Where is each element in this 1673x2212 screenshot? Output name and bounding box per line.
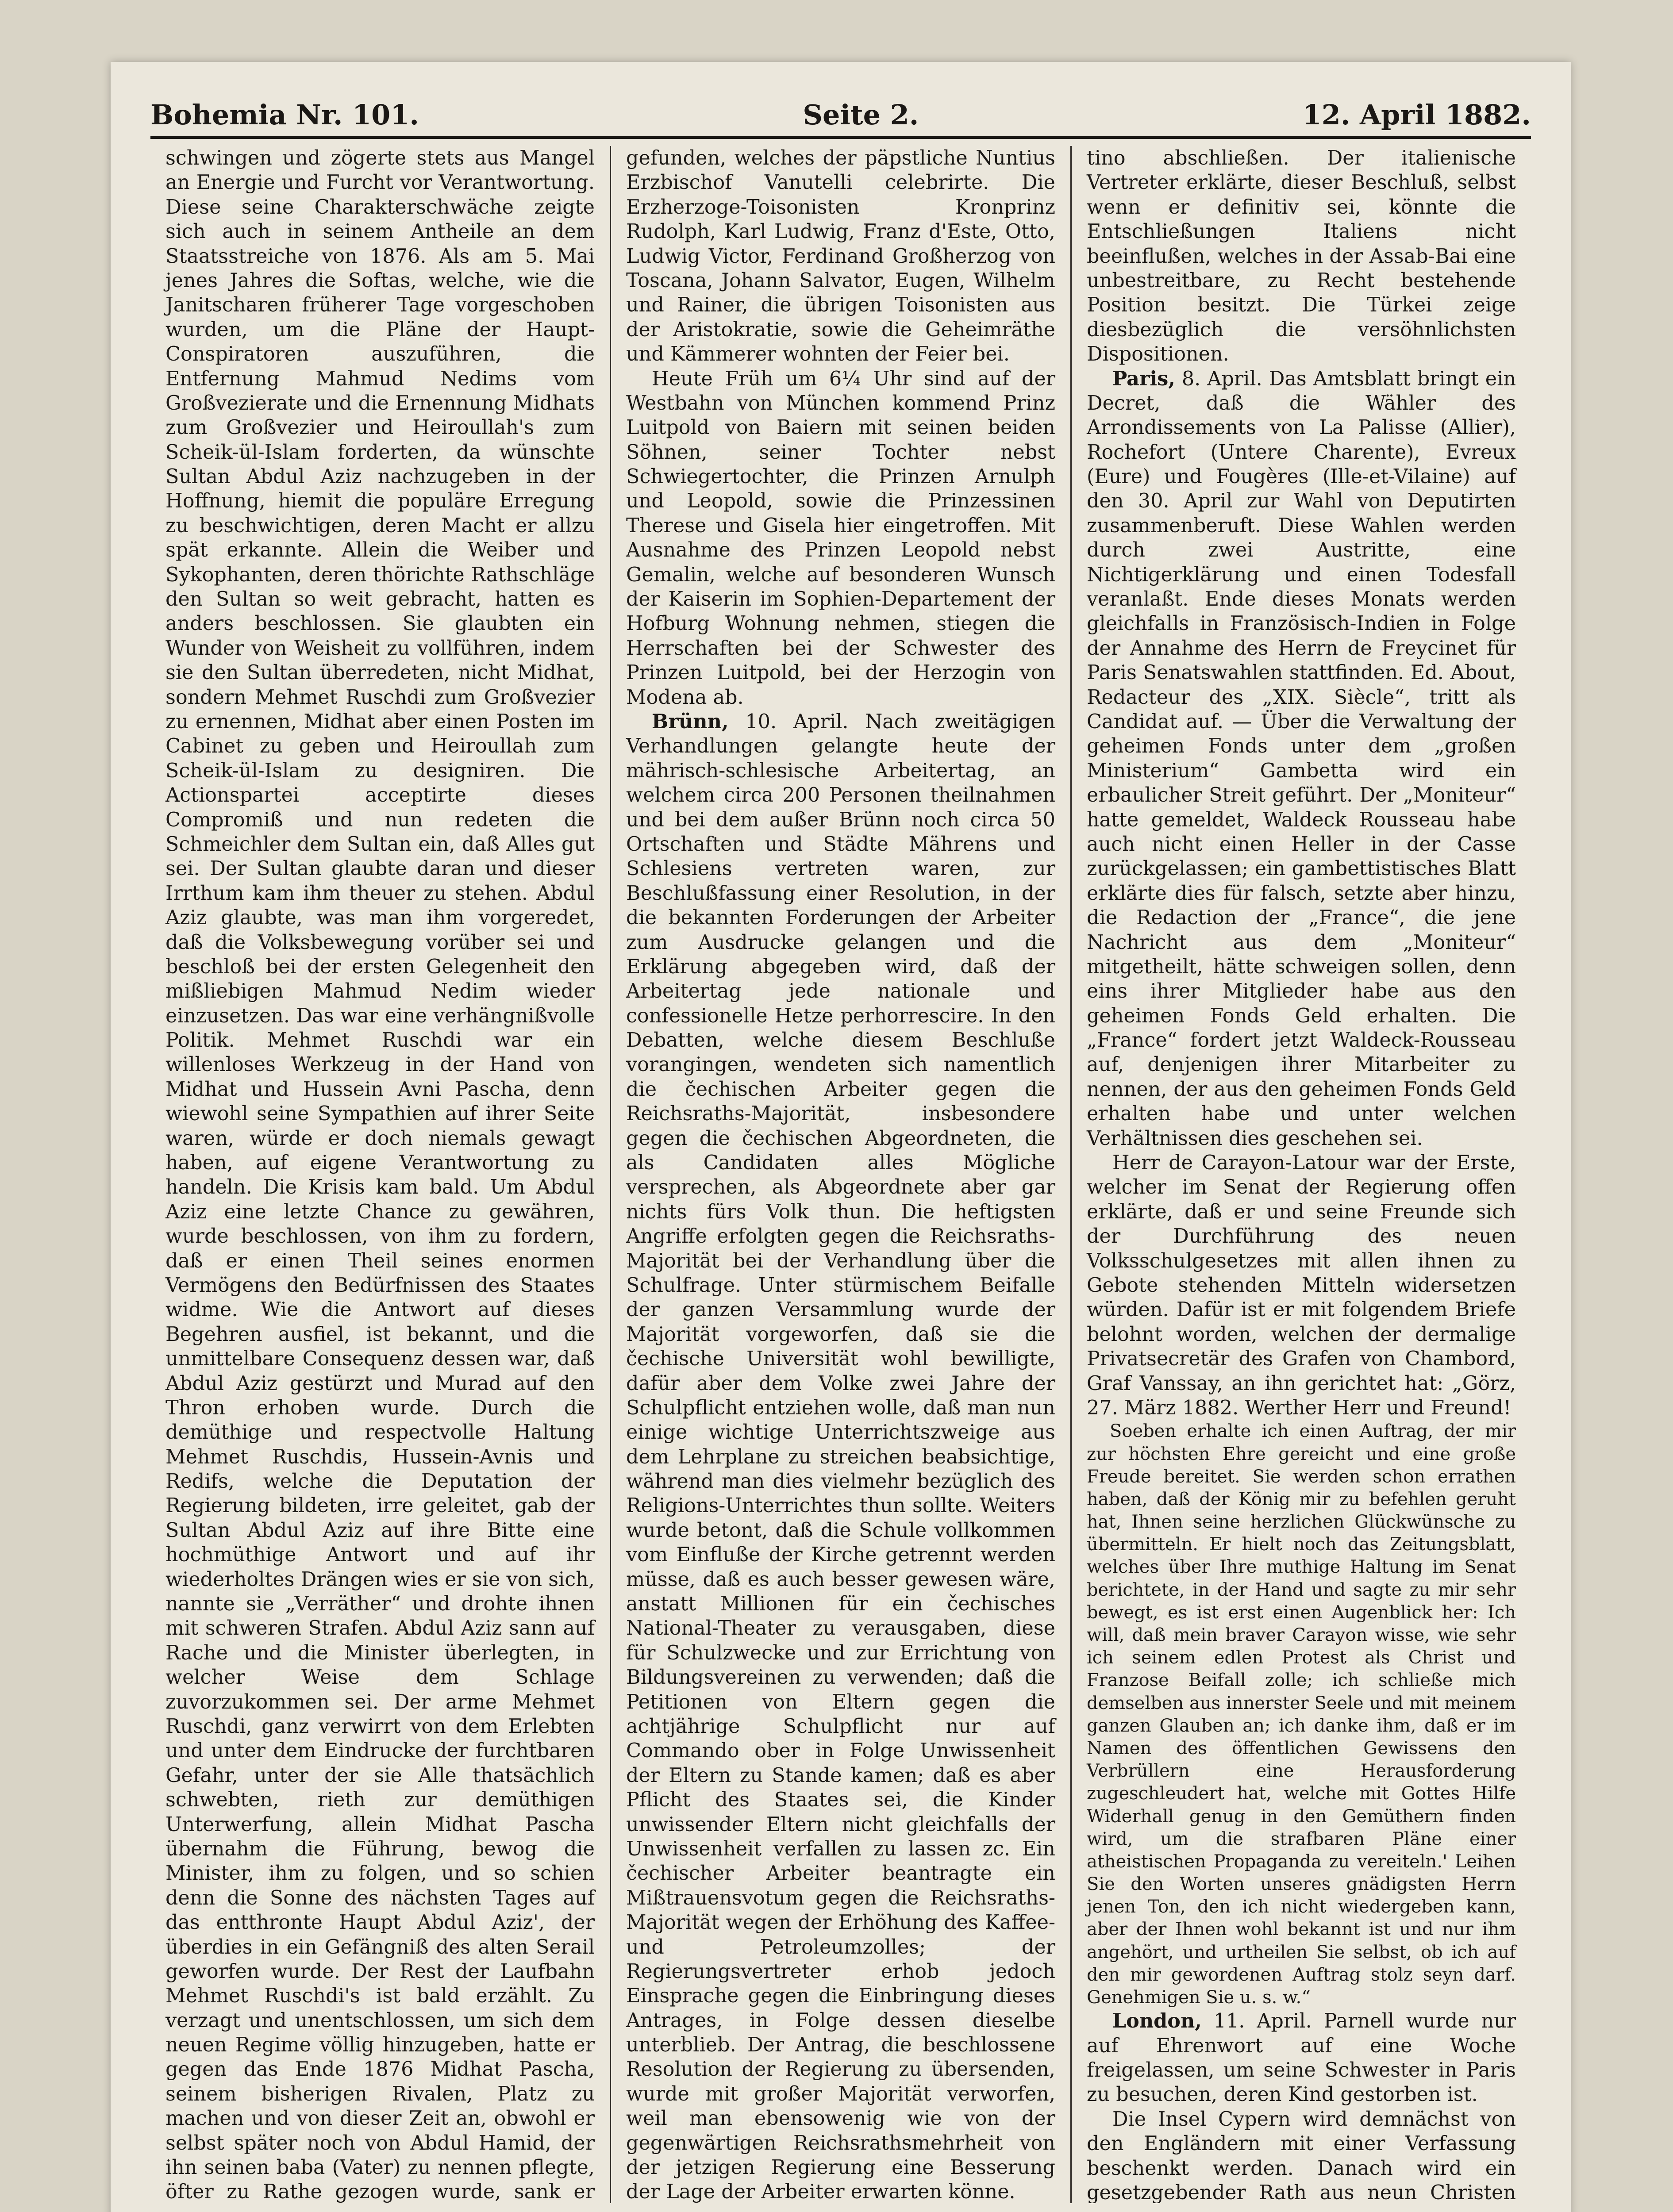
column-2 (610, 146, 1070, 2203)
article-paragraph: Heute Früh um 6¼ Uhr sind auf der Westbahn von München kommend Prinz Luitpold von Baiern mit seinen beiden Söhnen, seiner Tochter nebst Schwiegertochter, die Prinzen Arnulph und Leopold, sowie die Prinzessinen Therese und Gisela hier eingetroffen. Mit Ausnahme des Prinzen Leopold nebst Gemalin, welche auf besonderen Wunsch der Kaiserin im Sophien-Departement der Hofburg Wohnung nehmen, stiegen die Herrschaften bei der Schwester des Prinzen Luitpold, bei der Herzogin von Modena ab. (626, 367, 1055, 709)
article-paragraph: tino abschließen. Der italienische Vertreter erklärte, dieser Beschluß, selbst wenn er definitiv sei, könnte die Entschließungen Italiens nicht beeinflußen, welches in der Assab-Bai eine unbestreitbare, zu Recht bestehende Position besitzt. Die Türkei zeige diesbezüglich die versöhnlichsten Dispositionen. (1087, 147, 1516, 366)
article-paragraph: Herr de Carayon-Latour war der Erste, welcher im Senat der Regierung offen erklärte, daß er und seine Freunde sich der Durchführung des neuen Volksschulgesetzes mit allen ihnen zu Gebote stehenden Mitteln widersetzen würden. Dafür ist er mit folgendem Briefe belohnt worden, welchen der dermalige Privatsecretär des Grafen von Chambord, Graf Vanssay, an ihn gerichtet hat: „Görz, 27. März 1882. Werther Herr und Freund! (1087, 1152, 1516, 1419)
article-paragraph: Die Insel Cypern wird demnächst von den Engländern mit einer Verfassung beschenkt werden. Danach wird ein gesetzgebender Rath aus neun Christen (1087, 2108, 1516, 2203)
text-columns (150, 146, 1531, 2203)
news-item-bruenn (626, 710, 1055, 2203)
issue-label: Bohemia Nr. 101. (150, 99, 419, 131)
dateline-place: London, (1112, 2009, 1202, 2033)
news-item-paris (1087, 367, 1516, 1151)
newspaper-page (111, 62, 1571, 2212)
dateline-place: Paris, (1112, 367, 1175, 390)
news-text: 10. April. Nach zweitägigen Verhandlungen gelangte heute der mährisch-schlesische Arbeitertag, an welchem circa 200 Personen theilnahmen und bei dem außer Brünn noch circa 50 Ortschaften und Städte Mährens und Schlesiens vertreten waren, zur Beschlußfassung einer Resolution, in der die bekannten Forderungen der Arbeiter zum Ausdrucke gelangen und die Erklärung abgegeben wird, daß der Arbeitertag jede nationale und confessionelle Hetze perhorrescire. In den Debatten, welche diesem Beschluße vorangingen, wendeten sich namentlich die čechischen Arbeiter gegen die Reichsraths-Majorität, insbesondere gegen die čechischen Abgeordneten, die als Candidaten alles Mögliche versprechen, als Abgeordnete aber gar nichts fürs Volk thun. Die heftigsten Angriffe erfolgten gegen die Reichsraths-Majorität bei der Verhandlung über die Schulfrage. Unter stürmischem Beifalle der ganzen Versammlung wurde der Majorität vorgeworfen, daß sie die čechische Universität wohl bewilligte, dafür aber dem Volke zwei Jahre der Schulpflicht entziehen wolle, daß man nun einige wichtige Unterrichtszweige aus dem Lehrplane zu streichen beabsichtige, während man dies vielmehr bezüglich des Religions-Unterrichtes thun sollte. Weiters wurde betont, daß die Schule vollkommen vom Einfluße der Kirche getrennt werden müsse, daß es auch besser gewesen wäre, anstatt Millionen für ein čechisches National-Theater zu verausgaben, diese für Schulzwecke und zur Errichtung von Bildungsvereinen zu verwenden; daß die Petitionen von Eltern gegen die achtjährige Schulpflicht nur auf Commando ober in Folge Unwissenheit der Eltern zu Stande kamen; daß es aber Pflicht des Staates sei, die Kinder unwissender Eltern nicht gleichfalls der Unwissenheit verfallen zu lassen zc. Ein čechischer Arbeiter beantragte ein Mißtrauensvotum gegen die Reichsraths-Majorität wegen der Erhöhung des Kaffee- und Petroleumzolles; der Regierungsvertreter erhob jedoch Einsprache gegen die Einbringung dieses Antrages, in Folge dessen dieselbe unterblieb. Der Antrag, die beschlossene Resolution der Regierung zu übersenden, wurde mit großer Majorität verworfen, weil man ebensowenig wie von der gegenwärtigen Reichsrathsmehrheit von der jetzigen Regierung eine Besserung der Lage der Arbeiter erwarten könne. (626, 710, 1055, 2203)
column-1 (150, 146, 610, 2203)
column-3 (1070, 146, 1531, 2203)
article-paragraph: gefunden, welches der päpstliche Nuntius Erzbischof Vanutelli celebrirte. Die Erzherzoge-Toisonisten Kronprinz Rudolph, Karl Ludwig, Franz d'Este, Otto, Ludwig Victor, Ferdinand Großherzog von Toscana, Johann Salvator, Eugen, Wilhelm und Rainer, die übrigen Toisonisten aus der Aristokratie, sowie die Geheimräthe und Kämmerer wohnten der Feier bei. (626, 147, 1055, 366)
news-item-london (1087, 2009, 1516, 2107)
masthead-rule (150, 136, 1531, 139)
article-paragraph: schwingen und zögerte stets aus Mangel an Energie und Furcht vor Verantwortung. Diese seine Charakterschwäche zeigte sich auch in seinem Antheile an dem Staatsstreiche von 1876. Als am 5. Mai jenes Jahres die Softas, welche, wie die Janitscharen früherer Tage vorgeschoben wurden, um die Pläne der Haupt-Conspiratoren auszuführen, die Entfernung Mahmud Nedims vom Großvezierate und die Ernennung Midhats zum Großvezier und Heiroullah's zum Scheik-ül-Islam forderten, da wünschte Sultan Abdul Aziz nachzugeben in der Hoffnung, hiemit die populäre Erregung zu beschwichtigen, deren Macht er allzu spät erkannte. Allein die Weiber und Sykophanten, deren thörichte Rathschläge den Sultan so weit gebracht, hatten es anders beschlossen. Sie glaubten ein Wunder von Weisheit zu vollführen, indem sie den Sultan überredeten, nicht Midhat, sondern Mehmet Ruschdi zum Großvezier zu ernennen, Midhat aber einen Posten im Cabinet zu geben und Heiroullah zum Scheik-ül-Islam zu designiren. Die Actionspartei acceptirte dieses Compromiß und nun redeten die Schmeichler dem Sultan ein, daß Alles gut sei. Der Sultan glaubte daran und dieser Irrthum kam ihm theuer zu stehen. Abdul Aziz glaubte, was man ihm vorgeredet, daß die Volksbewegung vorüber sei und beschloß bei der ersten Gelegenheit den mißliebigen Mahmud Nedim wieder einzusetzen. Das war eine verhängnißvolle Politik. Mehmet Ruschdi war ein willenloses Werkzeug in der Hand von Midhat und Hussein Avni Pascha, denn wiewohl seine Sympathien auf ihrer Seite waren, würde er doch niemals gewagt haben, auf eigene Verantwortung zu handeln. Die Krisis kam bald. Um Abdul Aziz eine letzte Chance zu gewähren, wurde beschlossen, von ihm zu fordern, daß er einen Theil seines enormen Vermögens den Bedürfnissen des Staates widme. Wie die Antwort auf dieses Begehren ausfiel, ist bekannt, und die unmittelbare Consequenz dessen war, daß Abdul Aziz gestürzt und Murad auf den Thron erhoben wurde. Durch die demüthige und respectvolle Haltung Mehmet Ruschdis, Hussein-Avnis und Redifs, welche die Deputation der Regierung bildeten, irre geleitet, gab der Sultan Abdul Aziz auf ihre Bitte eine hochmüthige Antwort und auf ihr wiederholtes Drängen wies er sie von sich, nannte sie „Verräther“ und drohte ihnen mit schweren Strafen. Abdul Aziz sann auf Rache und die Minister überlegten, in welcher Weise dem Schlage zuvorzukommen sei. Der arme Mehmet Ruschdi, ganz verwirrt von dem Erlebten und unter dem Eindrucke der furchtbaren Gefahr, unter der sie Alle thatsächlich schwebten, rieth zur demüthigen Unterwerfung, allein Midhat Pascha übernahm die Führung, bewog die Minister, ihm zu folgen, und so schien denn die Sonne des nächsten Tages auf das entthronte Haupt Abdul Aziz', der überdies in ein Gefängniß des alten Serail geworfen wurde. Der Rest der Laufbahn Mehmet Ruschdi's ist bald erzählt. Zu verzagt und unentschlossen, um sich dem neuen Regime völlig hinzugeben, hatte er gegen das Ende 1876 Midhat Pascha, seinem bisherigen Rivalen, Platz zu machen und von dieser Zeit an, obwohl er selbst später noch von Abdul Hamid, der ihn seinen baba (Vater) zu nennen pflegte, öfter zu Rathe gezogen wurde, sank er (165, 147, 595, 2203)
masthead (150, 87, 1531, 131)
page-number: Seite 2. (803, 99, 919, 131)
news-text: 8. April. Das Amtsblatt bringt ein Decret, daß die Wähler des Arrondissements von La Palisse (Allier), Rochefort (Untere Charente), Evreux (Eure) und Fougères (Ille-et-Vilaine) auf den 30. April zur Wahl von Deputirten zusammenberuft. Diese Wahlen werden durch zwei Austritte, eine Nichtigerklärung und einen Todesfall veranlaßt. Ende dieses Monats werden gleichfalls in Französisch-Indien in Folge der Annahme des Herrn de Freycinet für Paris Senatswahlen stattfinden. Ed. About, Redacteur des „XIX. Siècle“, tritt als Candidat auf. — Über die Verwaltung der geheimen Fonds unter dem „großen Ministerium“ Gambetta wird ein erbaulicher Streit geführt. Der „Moniteur“ hatte gemeldet, Waldeck Rousseau habe auch nicht einen Heller in der Casse zurückgelassen; ein gambettistisches Blatt erklärte dies für falsch, setzte aber hinzu, die Redaction der „France“, die jene Nachricht aus dem „Moniteur“ mitgetheilt, hätte schweigen sollen, denn eins ihrer Mitglieder habe aus den geheimen Fonds Geld erhalten. Die „France“ fordert jetzt Waldeck-Rousseau auf, denjenigen ihrer Mitarbeiter zu nennen, der aus den geheimen Fonds Geld erhalten habe und unter welchen Verhältnissen dies geschehen sei. (1087, 367, 1516, 1150)
quoted-letter: Soeben erhalte ich einen Auftrag, der mir zur höchsten Ehre gereicht und eine große Freude bereitet. Sie werden schon errathen haben, daß der König mir zu befehlen geruht hat, Ihnen seine herzlichen Glückwünsche zu übermitteln. Er hielt noch das Zeitungsblatt, welches über Ihre muthige Haltung im Senat berichtete, in der Hand und sagte zu mir sehr bewegt, es ist erst einen Augenblick her: Ich will, daß mein braver Carayon wisse, wie sehr ich seinem edlen Protest als Christ und Franzose Beifall zolle; ich schließe mich demselben aus innerster Seele und mit meinem ganzen Glauben an; ich danke ihm, daß er im Namen des öffentlichen Gewissens den Verbrüllern eine Herausforderung zugeschleudert hat, welche mit Gottes Hilfe Widerhall genug in den Gemüthern finden wird, um die strafbaren Pläne einer atheistischen Propaganda zu vereiteln.' Leihen Sie den Worten unseres gnädigsten Herrn jenen Ton, den ich nicht wiedergeben kann, aber der Ihnen wohl bekannt ist und nur ihm angehört, und urtheilen Sie selbst, ob ich auf den mir gewordenen Auftrag stolz seyn darf. Genehmigen Sie u. s. w.“ (1087, 1421, 1516, 2008)
news-text: 11. April. Parnell wurde nur auf Ehrenwort auf eine Woche freigelassen, um seine Schwester in Paris zu besuchen, deren Kind gestorben ist. (1087, 2010, 1516, 2106)
issue-date: 12. April 1882. (1302, 99, 1531, 131)
dateline-place: Brünn, (651, 710, 729, 733)
